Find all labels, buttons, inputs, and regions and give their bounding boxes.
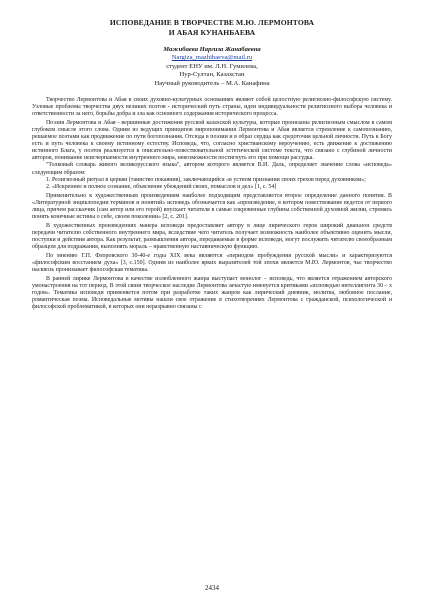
paragraph: В ранней лирике Лермонтова в качестве излюбленного жанра выступает монолог – исповедь, что является отражением авторского умонастроения на тот период. В этой связи творческое наследие Лермонтова зачастую именуется критиками «исповедью интеллигента 30 – х годов». Тематика исповеди применяется потом при разработке таких жанров как лирический дневник, молитва, любовное послание, романтическая поэма. Исповедальные мотивы нашли свое отражение в стихотворениях Лермонтова с гражданской, психологической и философской проблематикой, в которых они неразрывно связаны с — [32, 276, 392, 311]
title-line-1: ИСПОВЕДАНИЕ В ТВОРЧЕСТВЕ М.Ю. ЛЕРМОНТОВА — [109, 18, 315, 27]
paragraph: Применительно к художественным произведениям наиболее подходящим представляется второе определение данного понятия. В «Литературной энциклопедии терминов и понятий» исповедь обозначается как «произведение, в котором повествование ведется от первого лица, причем рассказчик (сам автор или его герой) впускает читателя в самые сокровенные глубины собственной духовной жизни, стремясь понять конечные истины о себе, своем поколении» [2, с. 201]. — [32, 192, 392, 220]
paragraph: В художественных произведениях манера исповеди предоставляет автору в лице лирического героя широкий диапазон средств передачи читателю собственного внутреннего мира, вследствие чего читатель получает возможность наиболее объективно оценить мысли, поступки и действия автора. Как результат, размышления автора, передаваемые в форме исповеди, могут послужить читателю своеобразным образцом для подражания, выполнять мораль – нравственную наставническую функцию. — [32, 222, 392, 250]
paragraph: 2. «Искреннее и полное сознание, объяснение убеждений своих, помыслов и дел» [1, с. 54] — [46, 183, 277, 190]
paper-page — [32, 18, 392, 311]
paragraph: "Толковый словарь живого великорусского языка", автором которого является В.И. Даль, определяет значение слова «исповедь» следующим образом: — [32, 162, 392, 176]
paragraph: Творчество Лермонтова и Абая в своих духовно-культурных основаниях являют собой целостную религиозно-философскую систему. Узловые проблемы творчества двух великих поэтов - исторический путь страны, идеи индивидуальности религиозного выбора человека и ответственности за него, борьбы добра и зла как основного содержания исторического процесса. — [32, 97, 392, 118]
author-city: Нур-Султан, Казахстан — [179, 71, 245, 79]
author-email-link[interactable]: Nargiza_mazhibaeva@mail.ru — [171, 54, 253, 62]
author-name: Мажибаева Наргиза Жанабаевна — [163, 46, 261, 53]
supervisor-note: Научный руководитель – М.А. Канафина — [154, 79, 270, 87]
author-block — [32, 46, 392, 88]
paper-title — [32, 18, 392, 38]
paragraph: 1. Религиозный ритуал в церкви (таинство покаяния), заключающийся «в устном признании своих грехов перед духовником»; — [46, 176, 366, 183]
paragraph: По мнению Г.П. Флоровского 30-40-е годы XIX века являются «периодом пробуждения русской мысли» и характеризуются «философским восстанием духа» [3, с.150]. Одним из наиболее ярких выразителей той эпохи является М.Ю. Лермонтов, чье творчество насквозь пронизывает философская тематика. — [32, 253, 392, 274]
paragraph: Поэзия Лермонтова и Абая - вершинные достижения русской казахской культуры, которые пронизаны религиозным смыслом в самом глубоком смысле этого слова. Одним из ведущих принципов миропонимания Лермонтова и Абая является стремление к самопознанию, решаемое поэтами как продвижение по пути богопознания. Отсюда в поэзии и в образ сердца как средоточия цельной личности. Путь к Богу есть и путь человека к своему истинному естеству. Исповедь, что, согласно христианскому вероучению, есть движение к достижению истинного Блага, у поэтов реализуется в описательно-повествовательной эстетической системе текста, что связано с глубиной личности авторов, понимание неисчерпаемости внутреннего мира, невозможности постигнуть его при помощи рассудка. — [32, 120, 392, 162]
title-line-2: И АБАЯ КУНАНБАЕВА — [168, 28, 256, 37]
page-number: 2434 — [205, 584, 219, 592]
author-affiliation: студент ЕНУ им. Л.Н. Гумилева, — [166, 62, 258, 70]
paper-body — [32, 97, 392, 311]
